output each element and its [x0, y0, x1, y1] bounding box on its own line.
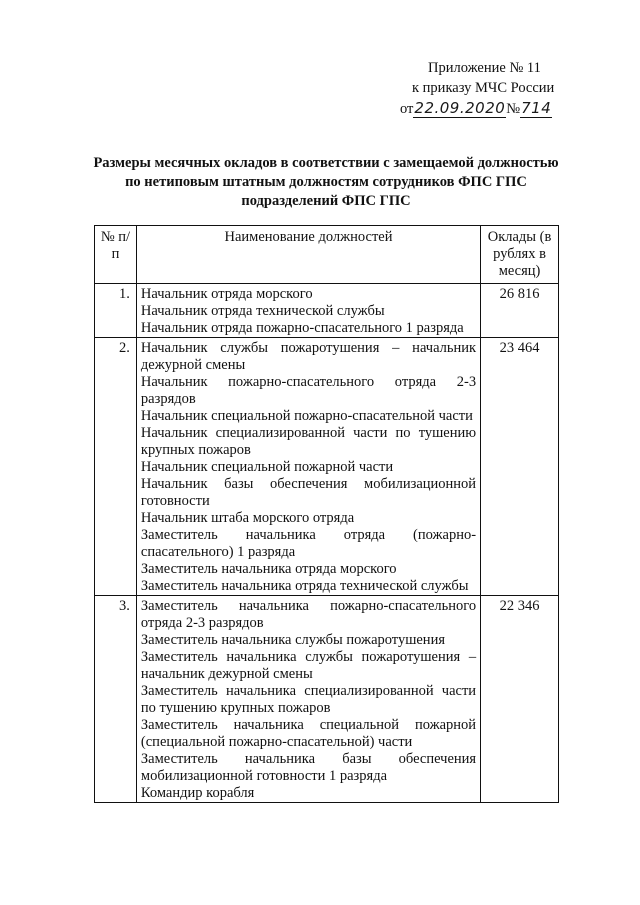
appendix-header — [400, 58, 554, 119]
position-title: Заместитель начальника службы пожаротушения — [140, 632, 445, 648]
position-title: Начальник специальной пожарно-спасательной части — [140, 408, 473, 424]
table-body — [95, 284, 559, 803]
position-title: Заместитель начальника службы пожаротушения – начальник дежурной смены — [140, 649, 477, 682]
position-title: Заместитель начальника специальной пожарной (специальной пожарно-спасательной) части — [140, 717, 477, 750]
header-name: Наименование должностей — [136, 226, 480, 284]
position-title: Заместитель начальника отряда технической службы — [140, 578, 469, 594]
appendix-order-ref: к приказу МЧС России — [412, 80, 555, 96]
position-title: Заместитель начальника специализированной части по тушению крупных пожаров — [140, 683, 477, 716]
position-title: Заместитель начальника пожарно-спасательного отряда 2-3 разрядов — [140, 598, 477, 631]
table-row — [95, 284, 559, 338]
appendix-number: Приложение № 11 — [428, 60, 541, 76]
document-title: Размеры месячных окладов в соответствии с замещаемой должностью по нетиповым штатным должностям сотрудников ФПС ГПС подразделений ФПС ГПС — [93, 155, 559, 209]
salary-table — [94, 225, 559, 803]
position-title: Начальник пожарно-спасательного отряда 2-3 разрядов — [140, 374, 477, 407]
row-number: 3. — [95, 596, 137, 803]
positions-cell — [136, 284, 480, 338]
salary-value: 26 816 — [481, 284, 559, 338]
position-title: Заместитель начальника отряда (пожарно-спасательного) 1 разряда — [140, 527, 477, 560]
number-sign: № — [506, 101, 521, 117]
header-salary: Оклады (в рублях в месяц) — [481, 226, 559, 284]
position-title: Начальник отряда технической службы — [140, 303, 385, 319]
salary-value: 23 464 — [481, 338, 559, 596]
positions-cell — [136, 338, 480, 596]
handwritten-order-number: 714 — [521, 99, 552, 117]
row-number: 2. — [95, 338, 137, 596]
table-row — [95, 338, 559, 596]
salary-value: 22 346 — [481, 596, 559, 803]
position-title: Командир корабля — [140, 785, 255, 801]
position-title: Начальник специализированной части по тушению крупных пожаров — [140, 425, 477, 458]
position-title: Начальник отряда морского — [140, 286, 313, 302]
position-title: Начальник базы обеспечения мобилизационной готовности — [140, 476, 477, 509]
position-title: Начальник службы пожаротушения – начальник дежурной смены — [140, 340, 477, 373]
handwritten-date: 22.09.2020 — [414, 99, 506, 117]
table-row — [95, 596, 559, 803]
position-title: Начальник специальной пожарной части — [140, 459, 394, 475]
position-title: Начальник штаба морского отряда — [140, 510, 355, 526]
table-header-row — [95, 226, 559, 284]
row-number: 1. — [95, 284, 137, 338]
header-num: № п/п — [95, 226, 137, 284]
date-prefix: от — [400, 101, 414, 117]
positions-cell — [136, 596, 480, 803]
position-title: Заместитель начальника базы обеспечения мобилизационной готовности 1 разряда — [140, 751, 477, 784]
appendix-order-date-line — [400, 98, 554, 119]
position-title: Заместитель начальника отряда морского — [140, 561, 397, 577]
position-title: Начальник отряда пожарно-спасательного 1 разряда — [140, 320, 464, 336]
